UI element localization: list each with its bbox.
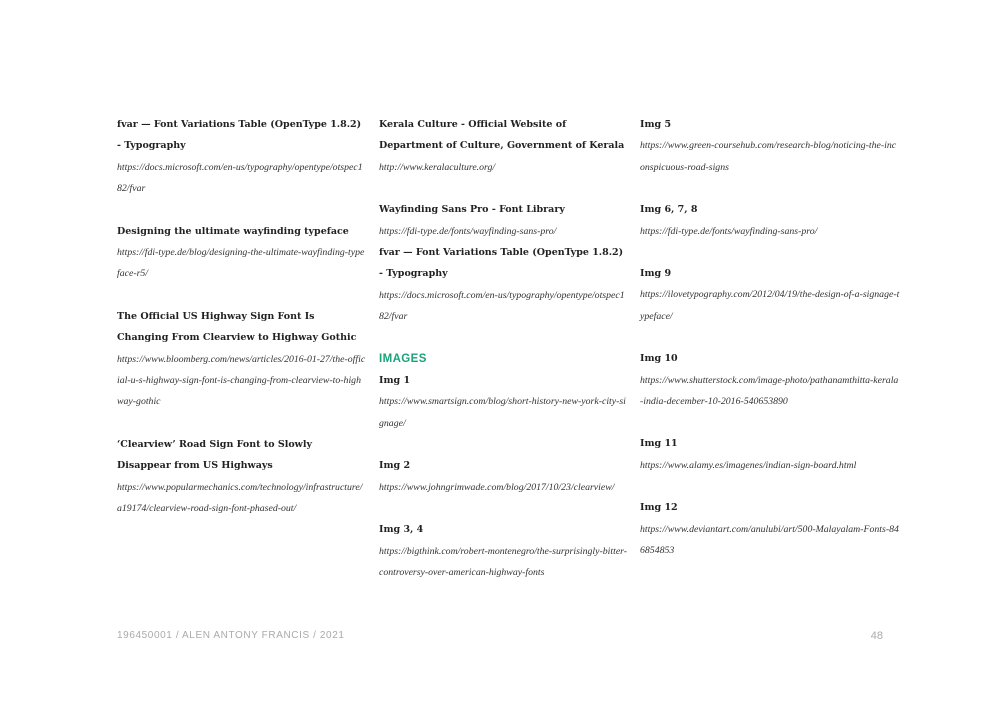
reference-title: Kerala Culture - Official Website of Department of Culture, Government of Kerala: [379, 119, 625, 152]
reference-url[interactable]: http://www.keralaculture.org/: [379, 161, 496, 173]
reference-entry: [379, 199, 629, 242]
image-credit-url[interactable]: https://www.deviantart.com/anulubi/art/500-Malayalam-Fonts-846854853: [640, 523, 899, 557]
image-credit-entry: [640, 263, 900, 327]
image-credit-label: Img 11: [640, 438, 678, 450]
reference-entry: [117, 434, 367, 520]
reference-entry: [117, 306, 367, 413]
image-credit-entry: [379, 455, 629, 498]
image-credit-entry: [640, 497, 900, 561]
references-column-1: [117, 114, 367, 541]
image-credit-url[interactable]: https://www.johngrimwade.com/blog/2017/10/23/clearview/: [379, 481, 615, 493]
image-credit-label: Img 2: [379, 460, 411, 472]
reference-title: Designing the ultimate wayfinding typeface: [117, 225, 349, 237]
reference-url[interactable]: https://docs.microsoft.com/en-us/typography/opentype/otspec182/fvar: [379, 289, 625, 323]
reference-entry: [379, 242, 629, 328]
image-credit-label: Img 6, 7, 8: [640, 204, 698, 216]
image-credit-label: Img 12: [640, 502, 678, 514]
reference-url[interactable]: https://docs.microsoft.com/en-us/typography/opentype/otspec182/fvar: [117, 161, 363, 195]
image-credit-url[interactable]: https://ilovetypography.com/2012/04/19/the-design-of-a-signage-typeface/: [640, 289, 900, 322]
reference-url[interactable]: https://www.popularmechanics.com/technology/infrastructure/a19174/clearview-road-sign-font-phased-out/: [117, 481, 363, 515]
reference-url[interactable]: https://fdi-type.de/fonts/wayfinding-sans-pro/: [379, 225, 557, 237]
reference-url[interactable]: https://fdi-type.de/blog/designing-the-ultimate-wayfinding-typeface-r5/: [117, 247, 365, 280]
image-credit-url[interactable]: https://www.green-coursehub.com/research-blog/noticing-the-inconspicuous-road-signs: [640, 140, 897, 173]
image-credit-entry: [379, 519, 629, 583]
image-credit-url[interactable]: https://www.shutterstock.com/image-photo/pathanamthitta-kerala-india-december-10-2016-540653890: [640, 374, 899, 408]
reference-url[interactable]: https://www.bloomberg.com/news/articles/2016-01-27/the-official-u-s-highway-sign-font-is-changing-from-clearview-to-highway-gothic: [117, 353, 366, 408]
image-credit-entry: [640, 433, 900, 476]
page-footer: 196450001 / ALEN ANTONY FRANCIS / 2021: [117, 630, 345, 641]
image-credit-url[interactable]: https://fdi-type.de/fonts/wayfinding-sans-pro/: [640, 225, 818, 237]
reference-title: Wayfinding Sans Pro - Font Library: [379, 204, 565, 216]
image-credit-label: Img 1: [379, 375, 411, 387]
reference-title: fvar — Font Variations Table (OpenType 1.8.2) - Typography: [117, 119, 362, 152]
image-credit-entry: [640, 114, 900, 178]
image-credit-label: Img 9: [640, 268, 672, 280]
page-number: 48: [870, 630, 883, 642]
references-column-2: [379, 114, 629, 604]
image-credit-entry: [640, 348, 900, 412]
image-credit-label: Img 3, 4: [379, 524, 424, 536]
image-credit-entry: [379, 370, 629, 434]
reference-title: fvar — Font Variations Table (OpenType 1.8.2) - Typography: [379, 247, 624, 280]
images-section-heading: IMAGES: [379, 352, 427, 365]
reference-entry: [117, 114, 367, 200]
image-credit-url[interactable]: https://bigthink.com/robert-montenegro/the-surprisingly-bitter-controversy-over-american-highway-fonts: [379, 545, 628, 578]
image-credit-entry: [640, 199, 900, 242]
image-credit-label: Img 5: [640, 119, 672, 130]
reference-title: The Official US Highway Sign Font Is Changing From Clearview to Highway Gothic: [117, 310, 357, 344]
references-column-3: [640, 114, 900, 583]
image-credit-label: Img 10: [640, 353, 678, 365]
reference-entry: [379, 114, 629, 178]
image-credit-url[interactable]: https://www.smartsign.com/blog/short-history-new-york-city-signage/: [379, 396, 626, 429]
image-credit-url[interactable]: https://www.alamy.es/imagenes/indian-sign-board.html: [640, 459, 857, 471]
reference-title: ‘Clearview’ Road Sign Font to Slowly Disappear from US Highways: [117, 438, 312, 472]
reference-entry: [117, 221, 367, 285]
